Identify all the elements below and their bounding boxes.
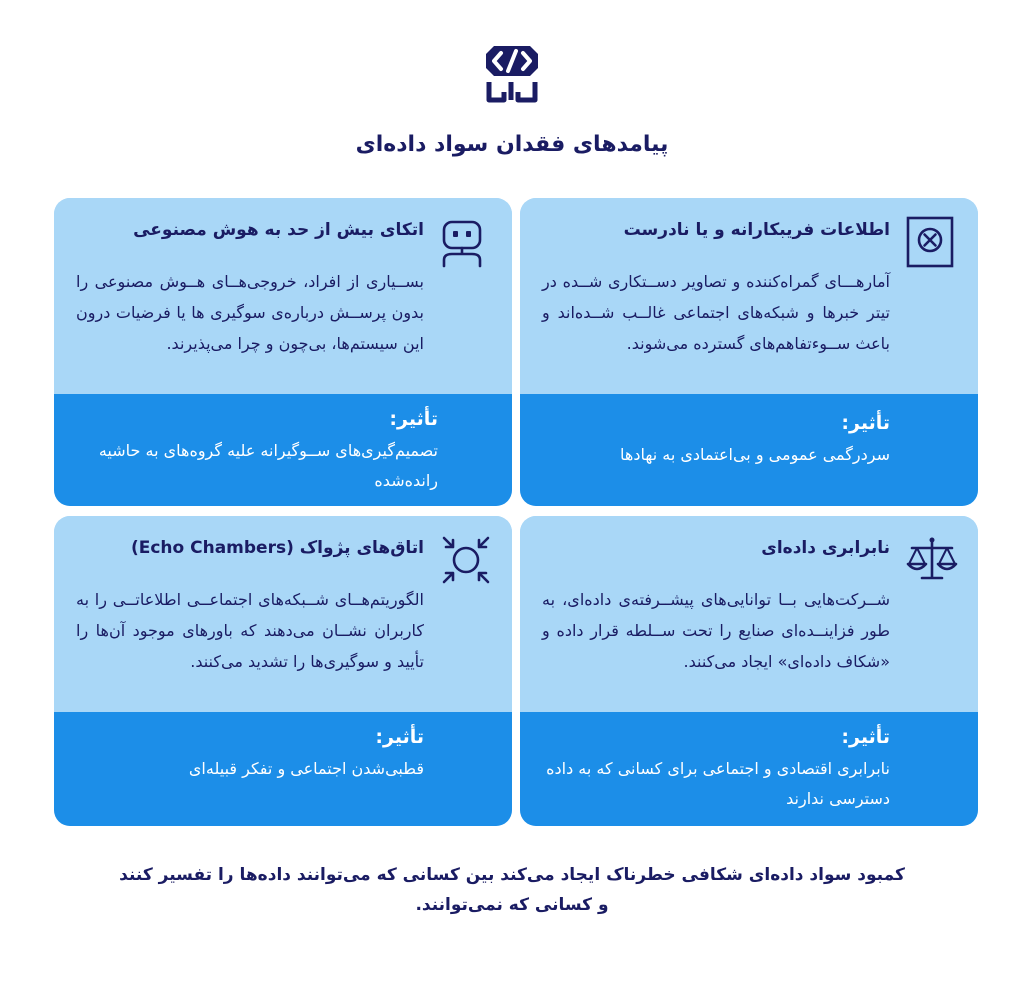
close-box-icon bbox=[906, 216, 958, 268]
scales-icon bbox=[906, 534, 958, 586]
page-title: پیامدهای فقدان سواد داده‌ای bbox=[355, 132, 669, 157]
card-data-inequality bbox=[520, 516, 978, 826]
card-body: آمارهـــای گمراه‌کننده و تصاویر دســتکاری شــده در تیتر خبرها و شبکه‌های اجتماعی غالــب شــده‌اند و باعث ســوءتفاهم‌های گسترده می‌شوند. bbox=[542, 272, 890, 353]
card-title: اتاق‌های پژواک (Echo Chambers) bbox=[130, 538, 424, 558]
data-logo-icon bbox=[484, 42, 540, 104]
impact-label: تأثیر: bbox=[841, 726, 890, 748]
impact-text: تصمیم‌گیری‌های ســوگیرانه علیه گروه‌های به حاشیه رانده‌شده bbox=[98, 441, 438, 490]
footer-text: کمبود سواد داده‌ای شکافی خطرناک ایجاد می‌کند بین کسانی که می‌توانند داده‌ها را تفسیر کنند و کسانی که نمی‌توانند. bbox=[119, 865, 905, 915]
card-ai-reliance bbox=[54, 198, 512, 506]
card-body: الگوریتم‌هــای شــبکه‌های اجتماعــی اطلاعاتــی را به کاربران نشــان می‌دهند که باورهای موجود آن‌ها را تأیید و سوگیری‌ها را تشدید می‌کنند. bbox=[76, 590, 424, 671]
card-body: شــرکت‌هایی بــا توانایی‌های پیشــرفته‌ی داده‌ای، به طور فزاینــده‌ای صنایع را تحت ســلطه قرار داده و «شکاف داده‌ای» ایجاد می‌کنند. bbox=[542, 590, 890, 671]
card-body: بســیاری از افراد، خروجی‌هــای هــوش مصنوعی را بدون پرســش درباره‌ی سوگیری ها یا فرضیات درون این سیستم‌ها، بی‌چون و چرا می‌پذیرند. bbox=[76, 272, 424, 353]
card-title: اتکای بیش از حد به هوش مصنوعی bbox=[133, 220, 424, 240]
impact-label: تأثیر: bbox=[375, 726, 424, 748]
impact-text: نابرابری اقتصادی و اجتماعی برای کسانی که به داده دسترسی ندارند bbox=[546, 759, 890, 808]
robot-icon bbox=[440, 216, 492, 268]
impact-text: سردرگمی عمومی و بی‌اعتمادی به نهادها bbox=[620, 445, 890, 464]
impact-label: تأثیر: bbox=[389, 408, 438, 430]
card-misinformation bbox=[520, 198, 978, 506]
arrows-inward-circle-icon bbox=[440, 534, 492, 586]
card-title: اطلاعات فریبکارانه و یا نادرست bbox=[623, 220, 890, 240]
impact-text: قطبی‌شدن اجتماعی و تفکر قبیله‌ای bbox=[188, 759, 424, 778]
impact-label: تأثیر: bbox=[841, 412, 890, 434]
card-title: نابرابری داده‌ای bbox=[761, 538, 890, 558]
card-echo-chambers bbox=[54, 516, 512, 826]
